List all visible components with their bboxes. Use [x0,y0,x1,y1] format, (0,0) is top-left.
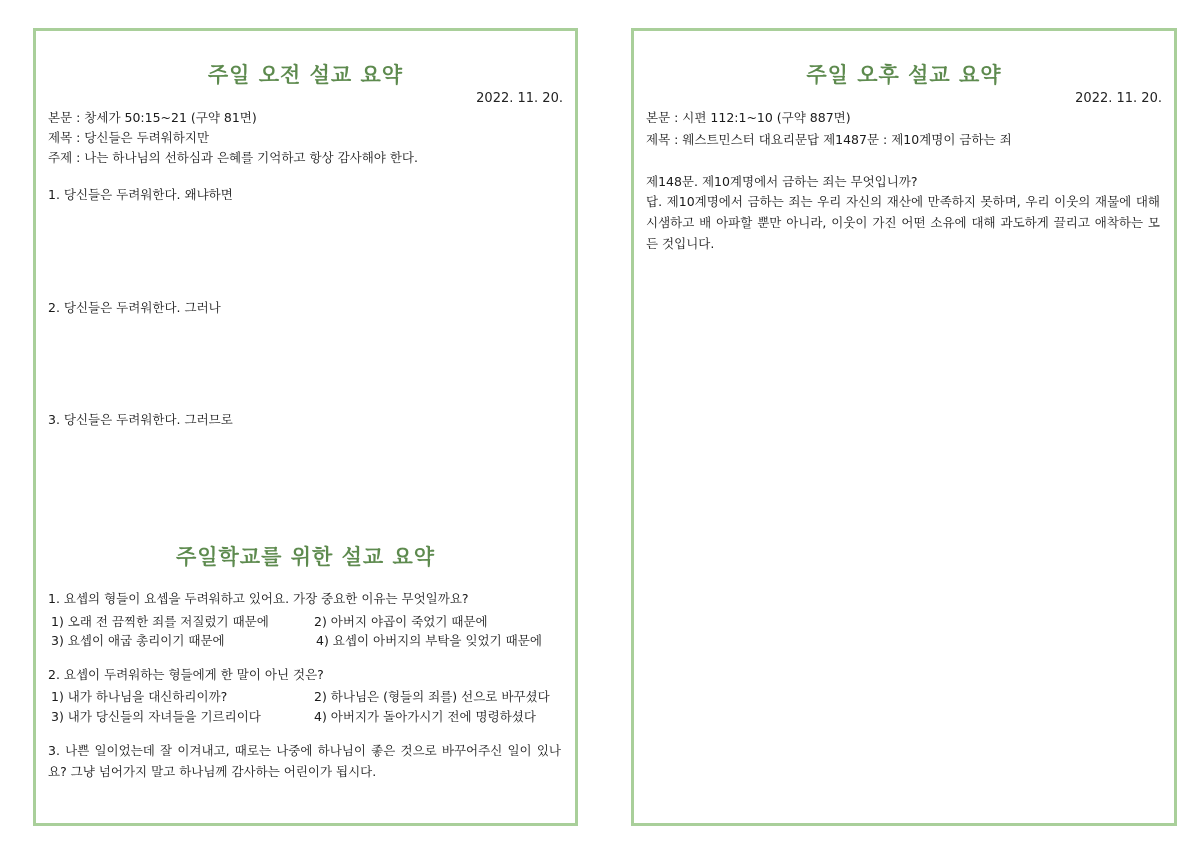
afternoon-scripture: 본문 : 시편 112:1~10 (구약 887면) [646,110,851,125]
morning-title: 주일 오전 설교 요약 [207,63,404,87]
afternoon-date: 2022. 11. 20. [1075,91,1162,106]
ss-q2-option-2: 2) 하나님은 (형들의 죄를) 선으로 바꾸셨다 [314,689,550,704]
ss-q1-option-1: 1) 오래 전 끔찍한 죄를 저질렀기 때문에 [51,614,269,629]
ss-q1-option-2: 2) 아버지 야곱이 죽었기 때문에 [314,614,488,629]
catechism-answer: 답. 제10계명에서 금하는 죄는 우리 자신의 재산에 만족하지 못하며, 우리 이웃의 재물에 대해 시샘하고 배 아파할 뿐만 아니라, 이웃이 가진 어떤 소유에 대해 과도하게 끌리고 애착하는 모든 것입니다. [646,194,1160,251]
morning-point-1: 1. 당신들은 두려워한다. 왜냐하면 [48,187,233,202]
morning-point-2: 2. 당신들은 두려워한다. 그러나 [48,300,221,315]
ss-q1-option-3: 3) 요셉이 애굽 총리이기 때문에 [51,633,225,648]
morning-theme: 주제 : 나는 하나님의 선하심과 은혜를 기억하고 항상 감사해야 한다. [48,150,418,165]
sunday-school-title: 주일학교를 위한 설교 요약 [175,545,436,569]
ss-q1-option-4: 4) 요셉이 아버지의 부탁을 잊었기 때문에 [316,633,542,648]
morning-date: 2022. 11. 20. [476,91,563,106]
afternoon-title: 주일 오후 설교 요약 [806,63,1002,87]
morning-point-3: 3. 당신들은 두려워한다. 그러므로 [48,412,233,427]
ss-question-1: 1. 요셉의 형들이 요셉을 두려워하고 있어요. 가장 중요한 이유는 무엇일까요? [48,591,469,606]
morning-subject: 제목 : 당신들은 두려워하지만 [48,130,210,145]
morning-sermon-panel [33,28,578,826]
ss-question-2: 2. 요셉이 두려워하는 형들에게 한 말이 아닌 것은? [48,667,324,682]
afternoon-sermon-panel [631,28,1177,826]
ss-q2-option-4: 4) 아버지가 돌아가시기 전에 명령하셨다 [314,709,536,724]
ss-q2-option-1: 1) 내가 하나님을 대신하리이까? [51,689,228,704]
catechism-question: 제148문. 제10계명에서 금하는 죄는 무엇입니까? [646,174,918,189]
ss-question-3: 3. 나쁜 일이었는데 잘 이겨내고, 때로는 나중에 하나님이 좋은 것으로 바꾸어주신 일이 있나요? 그냥 넘어가지 말고 하나님께 감사하는 어린이가 됩시다. [48,743,561,779]
morning-scripture: 본문 : 창세가 50:15~21 (구약 81면) [48,110,257,125]
ss-q2-option-3: 3) 내가 당신들의 자녀들을 기르리이다 [51,709,261,724]
afternoon-subject: 제목 : 웨스트민스터 대요리문답 제1487문 : 제10계명이 금하는 죄 [646,132,1012,147]
